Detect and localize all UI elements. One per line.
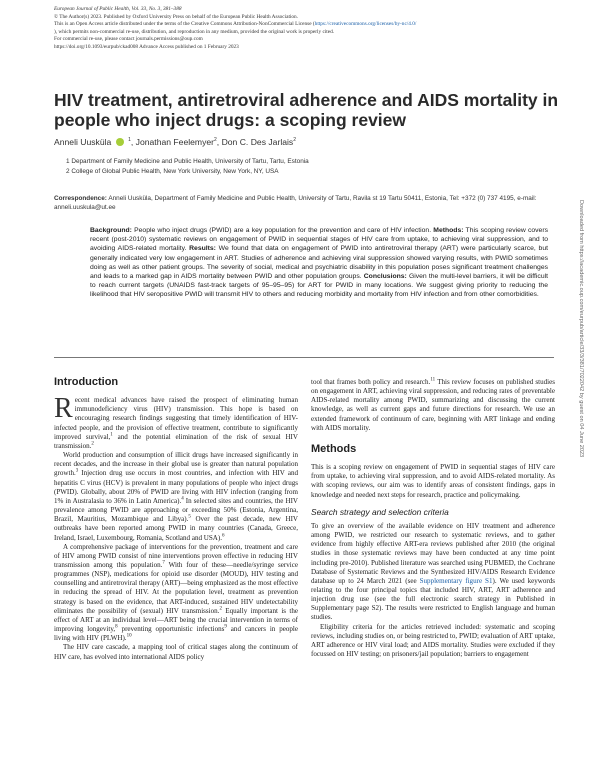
subsection-heading-search: Search strategy and selection criteria <box>311 506 449 517</box>
left-column <box>54 378 298 662</box>
citation-sup[interactable]: 8 <box>115 624 118 630</box>
abstract-text: Given the multi-level barriers, it will be difficult to reach current targets (UNAIDS fast-track targets of 95–95–95) for ART for PWID in many locations. We suggest giving priority to reducing the likelihood that HIV seropositive PWID will transmit HIV to others and reducing morbidity and mortality from HIV infection and from other comorbidities. <box>90 273 549 299</box>
license-line-2 <box>54 29 554 37</box>
paragraph-text: With four of these—needle/syringe service programmes (NSP), medications for opioid use disorder (MOUD), HIV testing and counselling and antiretroviral therapy (ART)—being emphasized as the most effective in reducing the spread of HIV. At the population level, treatment as prevention strategy is based on the evidence, that ART-induced, sustained HIV undetectability eliminates the possibility of (sexual) HIV transmission. <box>54 560 298 615</box>
abstract-label: Conclusions: <box>363 273 407 281</box>
download-notice: Downloaded from https://academic.oup.com/eurpub/article/33/3/381/7022042 by guest on 04 June 2023 <box>578 200 584 458</box>
article-metadata <box>54 6 554 52</box>
article-title: HIV treatment, antiretroviral adherence and AIDS mortality in people who inject drugs: a scoping review <box>54 90 559 130</box>
download-sidebar <box>578 200 588 700</box>
paragraph-text: preventing opportunistic infections <box>117 625 225 634</box>
author-name: Anneli Uusküla <box>54 137 112 147</box>
paragraph-text: ). We used keywords relating to the four principal topics that included HIV, ART, ART adherence and injection drug use (see the full electronic search strategy in Published in Supplementary page S2). The results were restricted to English language and human studies. <box>311 576 555 622</box>
copyright-line: © The Author(s) 2023. Published by Oxford University Press on behalf of the European Public Health Association. <box>54 13 299 20</box>
drop-cap: R <box>54 393 73 425</box>
paragraph-text: This review focuses on published studies on engagement in ART, achieving viral suppression, and reducing rates of preventable AIDS-related mortality among PWID, summarizing and discussing the current knowledge, as well as current gaps and future directions for research. We use an extended framework of continuum of care, beginning with ART linkage and ending with AIDS mortality. <box>311 378 555 432</box>
abstract <box>90 226 548 300</box>
abstract-text: People who inject drugs (PWID) are a key population for the prevention and care of HIV infection. <box>131 227 432 234</box>
author-name: , Jonathan Feelemyer <box>130 137 215 147</box>
right-column <box>311 378 555 659</box>
correspondence-text: Anneli Uusküla, Department of Family Medicine and Public Health, University of Tartu, Ravila st 19 Tartu 50411, Estonia, Tel: +372 (0) 737 4195, e-mail: anneli.uuskula@ut.ee <box>54 195 537 211</box>
abstract-text: We found that data on engagement of PWID into antiretroviral therapy (ART) were particularly scarce, but generally indicated very low engagement in ART. Studies of adherence and achieving viral suppression showed varying results, with PWID sometimes doing as well as other patient groups. The severity of social, medical and psychiatric disability in this population poses significant treatment challenges and leads to a marked gap in AIDS mortality between PWID and other population groups. <box>90 245 549 281</box>
abstract-text: This scoping review covers recent (post-2010) systematic reviews on engagement of PWID in sequential stages of HIV care from uptake, to achieving viral suppression, and to avoiding AIDS-related mortality. <box>90 227 549 253</box>
license-text-1: This is an Open Access article distributed under the terms of the Creative Commons Attribution-NonCommercial License ( <box>54 21 315 28</box>
section-heading-introduction: Introduction <box>54 376 119 388</box>
license-text-2: ), which permits non-commercial re-use, distribution, and reproduction in any medium, provided the original work is properly cited. <box>54 28 335 35</box>
paragraph-text: Over the past decade, new HIV outbreaks have been reported among PWID in many countries (Canada, Greece, Ireland, Israel, Luxembourg, Romania, Scotland and USA). <box>54 515 298 542</box>
paragraph-text: A comprehensive package of interventions for the prevention, treatment and care of HIV among PWID consist of nine interventions proven effective in reducing HIV transmission among this population. <box>54 542 298 569</box>
supplementary-link[interactable]: Supplementary figure S1 <box>419 576 493 585</box>
section-divider <box>54 357 554 358</box>
citation-sup[interactable]: 1 <box>110 432 113 438</box>
license-link[interactable]: https://creativecommons.org/licenses/by-nc/4.0/ <box>314 21 417 28</box>
abstract-label: Results: <box>189 245 216 253</box>
citation-sup[interactable]: 9 <box>224 624 227 630</box>
correspondence-label: Correspondence: <box>54 195 107 202</box>
paragraph-text: Injection drug use occurs in most countries, and infection with HIV and hepatitis C virus (HCV) is prevalent in many populations of people who inject drugs (PWID). Globally, about 20% of PWID are living with HIV infection (ranging from 1% in Australasia to 36% in Latin America). <box>54 469 298 505</box>
citation-sup[interactable]: 11 <box>430 377 436 383</box>
paragraph: This is a scoping review on engagement of PWID in sequential stages of HIV care from uptake, to achieving viral suppression, and to avoid AIDS-related mortality. As with scoping reviews, our aim was to identify areas of consistent findings, gaps in knowledge and needed next steps for research, practice and policymaking. <box>311 463 555 499</box>
paragraph <box>54 451 298 543</box>
abstract-label: Methods: <box>433 227 464 234</box>
paragraph <box>54 543 298 644</box>
citation-sup[interactable]: 2 <box>219 606 222 612</box>
abstract-label: Background: <box>90 227 132 234</box>
section-heading-methods: Methods <box>311 442 357 455</box>
citation-sup[interactable]: 5 <box>188 514 191 520</box>
paragraph-text: and cancers in people living with HIV (PLWH). <box>54 625 298 643</box>
paragraph-text: and the potential elimination of the risk of sexual HIV transmission. <box>54 432 298 450</box>
paragraph: Eligibility criteria for the articles retrieved included: systematic and scoping reviews, including studies on, or being restricted to, PWID; evaluation of ART uptake, ART adherence or HIV viral load; and AIDS mortality. Studies were excluded if they focussed on HIV testing; on prisoners/jail population; barriers to engagement <box>311 622 555 659</box>
paragraph-text: tool that frames both policy and research. <box>311 378 431 386</box>
orcid-icon[interactable] <box>116 138 124 146</box>
author-list <box>54 137 296 147</box>
citation-sup[interactable]: 3 <box>75 469 79 475</box>
paragraph-text: Equally important is the effect of ART at an individual level—ART being the crucial intervention in terms of improving longevity, <box>54 606 298 634</box>
author-affil-sup: 1 <box>128 137 131 144</box>
citation-sup[interactable]: 4 <box>181 496 184 502</box>
paragraph-text: To give an overview of the available evidence on HIV treatment and adherence among PWID, we restricted our research to systematic reviews, and to gather evidence from highly effective ART-era reviews published after 2010 (the original studies in those systematic reviews may have been conducted at any time point including pre-2010). Published literature was searched using PUBMED, the Cochrane Database of Systematic Reviews and the Synthesized HIV/AIDS Research Evidence database up to 24 March 2021 (see <box>311 521 555 585</box>
author-affil-sup: 2 <box>214 137 217 144</box>
paragraph-text: World production and consumption of illicit drugs have increased significantly in recent decades, and the increase in their global use is greater than natural population growth. <box>54 451 298 478</box>
citation-sup[interactable]: 2 <box>91 441 94 447</box>
paragraph <box>311 378 555 433</box>
correspondence <box>54 194 554 212</box>
citation-sup[interactable]: 6 <box>221 533 225 539</box>
citation-sup[interactable]: 10 <box>126 633 132 639</box>
license-line <box>54 21 554 29</box>
doi-line[interactable]: https://doi.org/10.1093/eurpub/ckad008 Advance Access published on 1 February 2023 <box>54 43 239 50</box>
citation-sup[interactable]: 7 <box>162 560 165 566</box>
author-name: , Don C. Des Jarlais <box>216 137 294 147</box>
author-affil-sup: 2 <box>293 137 296 144</box>
paragraph-text: ecent medical advances have raised the prospect of eliminating human immunodeficiency virus (HIV) transmission. This hope is based on encouraging research findings suggesting that timely identification of HIV-infected people, and the provision of effective treatment, contribute to significantly improved survival, <box>54 396 298 441</box>
journal-citation: European Journal of Public Health, Vol. 33, No. 3, 381–388 <box>54 6 182 12</box>
affiliation-1: 1 Department of Family Medicine and Public Health, University of Tartu, Tartu, Estonia <box>66 158 309 165</box>
affiliation-2: 2 College of Global Public Health, New York University, New York, NY, USA <box>66 168 279 175</box>
paragraph-text: In selected sites and countries, the HIV prevalence among PWID are approaching or exceeding 50% (Estonia, Argentina, Brazil, Mauritius, Mozambique and Libya). <box>54 496 299 524</box>
license-line-3: For commercial re-use, please contact journals.permissions@oup.com <box>54 36 203 43</box>
paragraph <box>54 393 298 451</box>
paragraph <box>311 522 555 623</box>
paragraph: The HIV care cascade, a mapping tool of critical stages along the continuum of HIV care, has evolved into international AIDS policy <box>54 643 298 661</box>
